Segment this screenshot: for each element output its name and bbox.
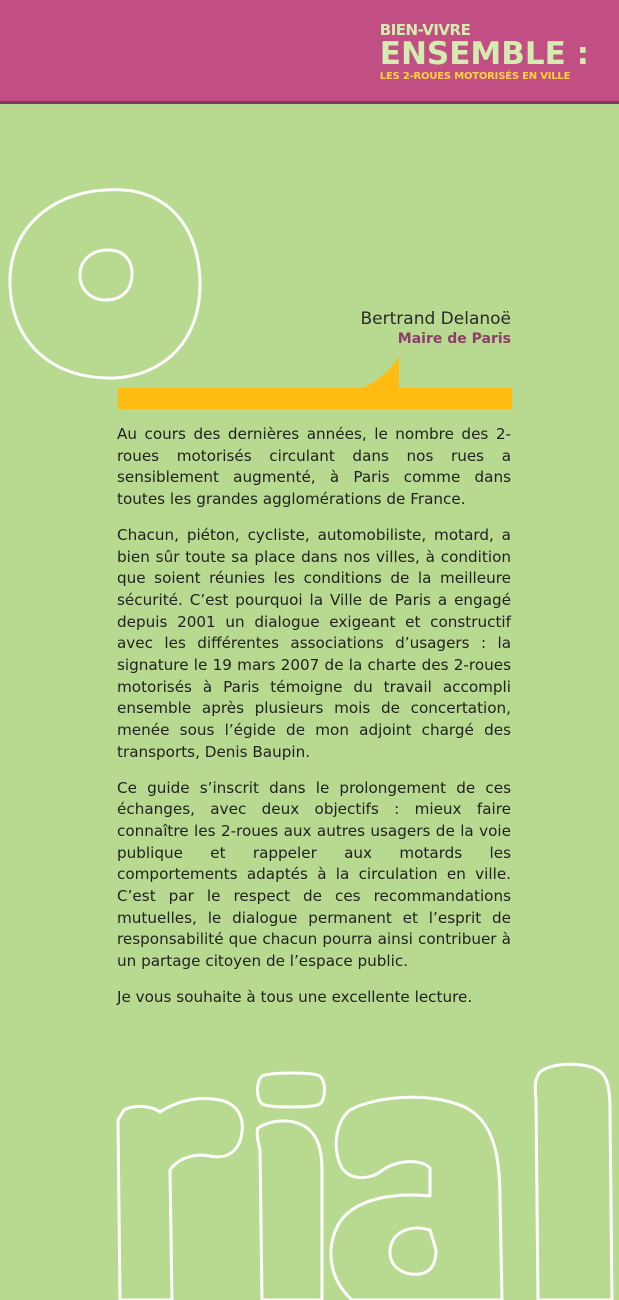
outline-letter-i [257,1121,322,1300]
outline-letter-o [10,190,200,379]
outline-letter-r [118,1099,242,1300]
editorial-text [117,424,511,1023]
paragraph: Au cours des dernières années, le nombre des 2-roues motorisés circulant dans nos rues a sensiblement augmenté, à Paris comme dans toutes les grandes agglomérations de France. [117,425,511,509]
brand-subtitle: LES 2-ROUES MOTORISÉS EN VILLE [379,71,571,82]
author-role: Maire de Paris [397,331,511,347]
paragraph: Chacun, piéton, cycliste, automobiliste, motard, a bien sûr toute sa place dans nos villes, à condition que soient réunies les conditions de la meilleure sécurité. C’est pourquoi la Ville de Paris a engagé depuis 2001 un dialogue exigeant et constructif avec les différentes associations d’usagers : la signature le 19 mars 2007 de la charte des 2-roues motorisés à Paris témoigne du travail accompli ensemble après plusieurs mois de concertation, menée sous l’égide de mon adjoint chargé des transports, Denis Baupin. [117,525,511,761]
outline-letter-o-inner [80,250,132,300]
brand-main-line: ENSEMBLE : [379,36,589,72]
brand-top-line: BIEN-VIVRE [379,21,471,39]
outline-letter-a [331,1097,502,1300]
closing-line: Je vous souhaite à tous une excellente lecture. [117,987,473,1006]
accent-bar [118,388,512,409]
author-signature [361,308,511,348]
paragraph: Ce guide s’inscrit dans le prolongement de ces échanges, avec deux objectifs : mieux faire connaître les 2-roues aux autres usagers de la voie publique et rappeler aux motards les comportements adaptés à la circulation en ville. C’est par le respect de ces recommandations mutuelles, le dialogue permanent et l’esprit de responsabilité que chacun pourra ainsi contribuer à un partage citoyen de l’espace public. [117,778,511,971]
outline-letter-i-dot [258,1073,325,1107]
outline-letter-a-inner [390,1228,436,1274]
outline-letter-l [535,1064,612,1300]
author-name: Bertrand Delanoë [360,309,511,329]
